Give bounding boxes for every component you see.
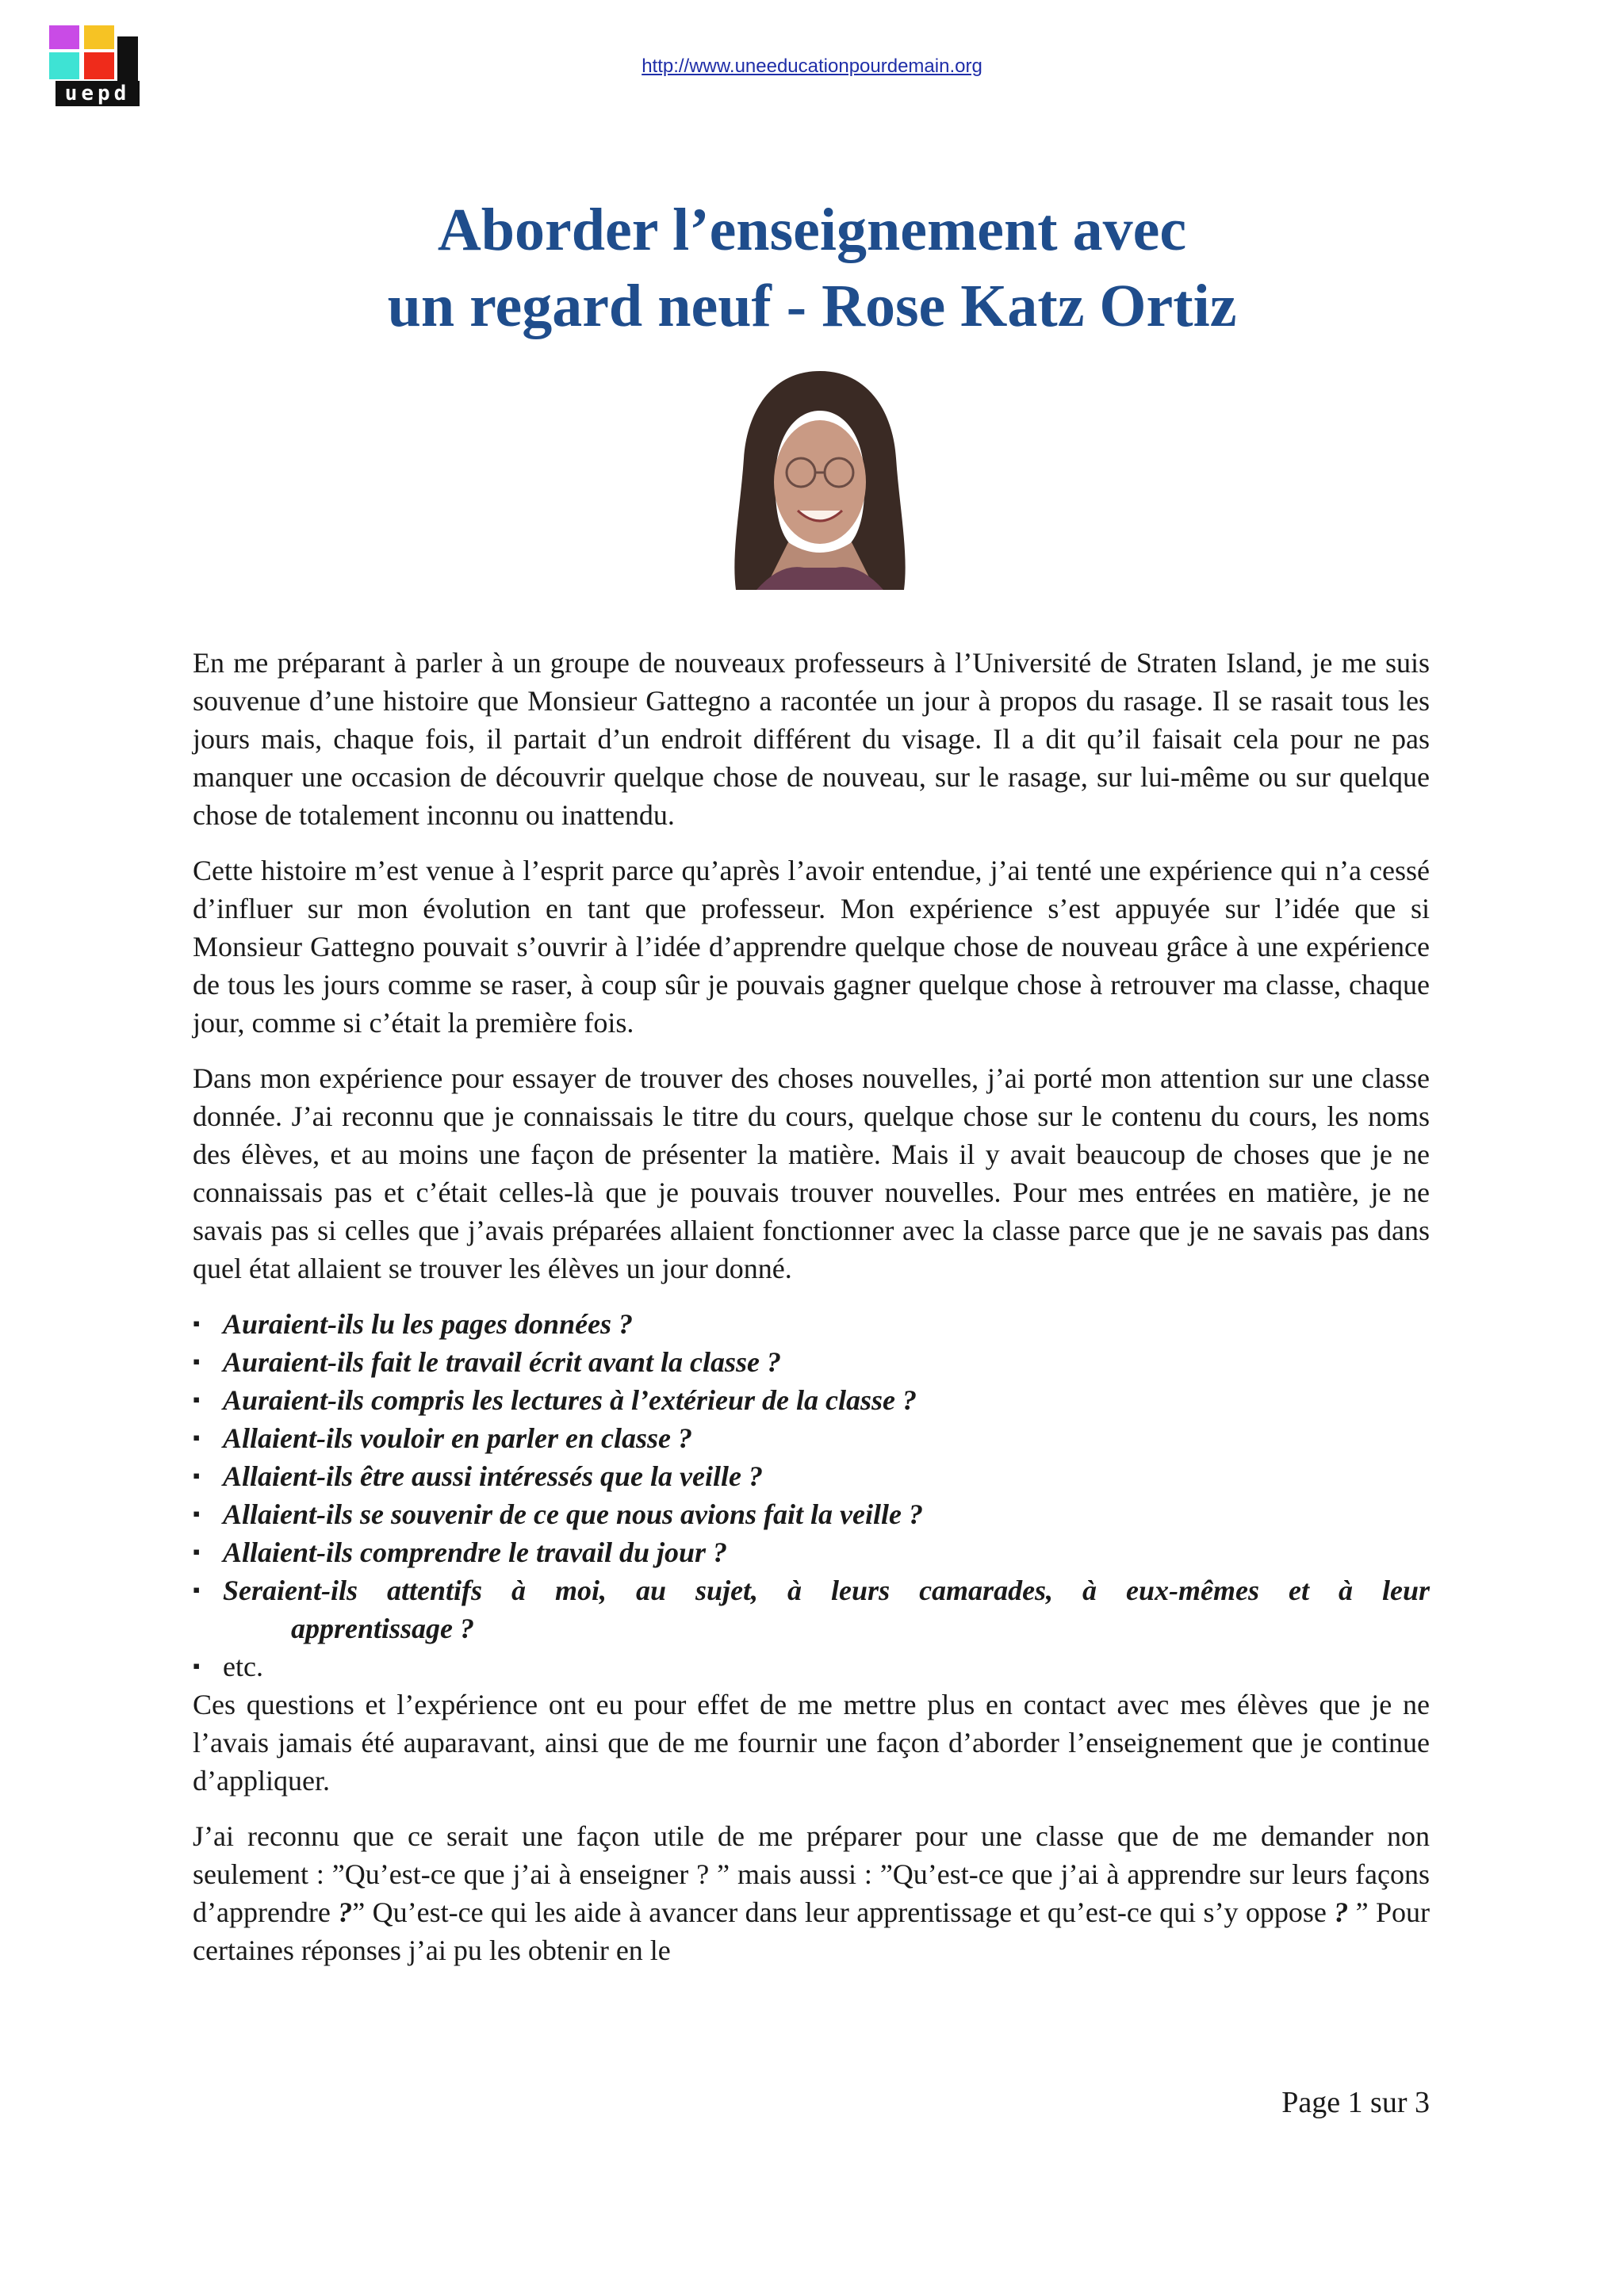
bullet-icon: ▪ [193,1312,201,1335]
paragraph-2: Cette histoire m’est venue à l’esprit parce qu’après l’avoir entendue, j’ai tenté une expérience qui n’a cessé d’influer sur mon évolution en tant que professeur. Mon expérience s’est appuyée sur l’idée que si Monsieur Gattegno pouvait s’ouvrir à l’idée d’apprendre quelque chose de nouveau grâce à une expérience de tous les jours comme se raser, à coup sûr je pouvais gagner quelque chose à retrouver ma classe, chaque jour, comme si c’était la première fois. [193,855,1430,1039]
list-item-etc: ▪ etc. [193,1647,1430,1686]
logo-text: uepd [56,81,140,106]
list-item: ▪ Auraient-ils fait le travail écrit avant la classe ? [193,1343,1430,1381]
list-item: ▪ Allaient-ils se souvenir de ce que nous avions fait la veille ? [193,1495,1430,1533]
paragraph-3: Dans mon expérience pour essayer de trouver des choses nouvelles, j’ai porté mon attention sur une classe donnée. J’ai reconnu que je connaissais le titre du cours, quelque chose sur le contenu du cours, les noms des élèves, et au moins une façon de présenter la matière. Mais il y avait beaucoup de choses que je ne connaissais pas et c’était celles-là que je pouvais trouver nouvelles. Pour mes entrées en matière, je ne savais pas si celles que j’avais préparées allaient fonctionner avec la classe parce que je ne savais pas dans quel état allaient se trouver les élèves un jour donné. [193,1062,1430,1284]
bullet-icon: ▪ [193,1540,201,1563]
bullet-icon: ▪ [193,1350,201,1373]
list-item: ▪ Allaient-ils vouloir en parler en classe ? [193,1419,1430,1457]
paragraph-1: En me préparant à parler à un groupe de nouveaux professeurs à l’Université de Straten Island, je me suis souvenue d’une histoire que Monsieur Gattegno a racontée un jour à propos du rasage. Il se rasait tous les jours mais, chaque fois, il partait d’un endroit différent du visage. Il a dit qu’il faisait cela pour ne pas manquer une occasion de découvrir quelque chose de nouveau, sur le rasage, sur lui-même ou sur quelque chose de totalement inconnu ou inattendu. [193,647,1430,831]
bullet-icon: ▪ [193,1502,201,1525]
list-item: ▪ Allaient-ils comprendre le travail du jour ? [193,1533,1430,1571]
title-line-2: un regard neuf - Rose Katz Ortiz [387,273,1237,339]
list-item: ▪ Allaient-ils être aussi intéressés que la veille ? [193,1457,1430,1495]
bullet-icon: ▪ [193,1655,201,1678]
bullet-icon: ▪ [193,1464,201,1487]
logo-square-yellow [84,25,114,49]
list-item: ▪ Auraient-ils lu les pages données ? [193,1305,1430,1343]
portrait-photo [725,355,915,590]
paragraph-4: Ces questions et l’expérience ont eu pour effet de me mettre plus en contact avec mes élèves que je ne l’avais jamais été auparavant, ainsi que de me fournir une façon d’aborder l’enseignement que je continue d’appliquer. [193,1689,1430,1797]
list-item-long-continuation: apprentissage ? [291,1613,475,1644]
title-line-1: Aborder l’enseignement avec [437,197,1187,263]
article-body [193,644,1430,1969]
bullet-icon: ▪ [193,1426,201,1449]
site-url-link[interactable]: http://www.uneeducationpourdemain.org [642,55,982,77]
document-title [0,192,1624,344]
list-item: ▪ Auraient-ils compris les lectures à l’extérieur de la classe ? [193,1381,1430,1419]
logo-square-purple [49,25,79,49]
paragraph-5: J’ai reconnu que ce serait une façon utile de me préparer pour une classe que de me demander non seulement : ”Qu’est-ce que j’ai à enseigner ? ” mais aussi : ”Qu’est-ce que j’ai à apprendre sur leurs façons d’apprendre ?” Qu’est-ce qui les aide à avancer dans leur apprentissage et qu’est-ce qui s’y oppose ? ” Pour certaines réponses j’ai pu les obtenir en le [193,1820,1431,1966]
site-url-container [0,55,1624,78]
question-list [193,1305,1430,1686]
bullet-icon: ▪ [193,1388,201,1411]
bullet-icon: ▪ [193,1578,201,1601]
page-number: Page 1 sur 3 [1281,2086,1430,2119]
list-item-long: ▪ Seraient-ils attentifs à moi, au sujet, à leurs camarades, à eux-mêmes et à leur apprentissage ? [193,1571,1430,1647]
